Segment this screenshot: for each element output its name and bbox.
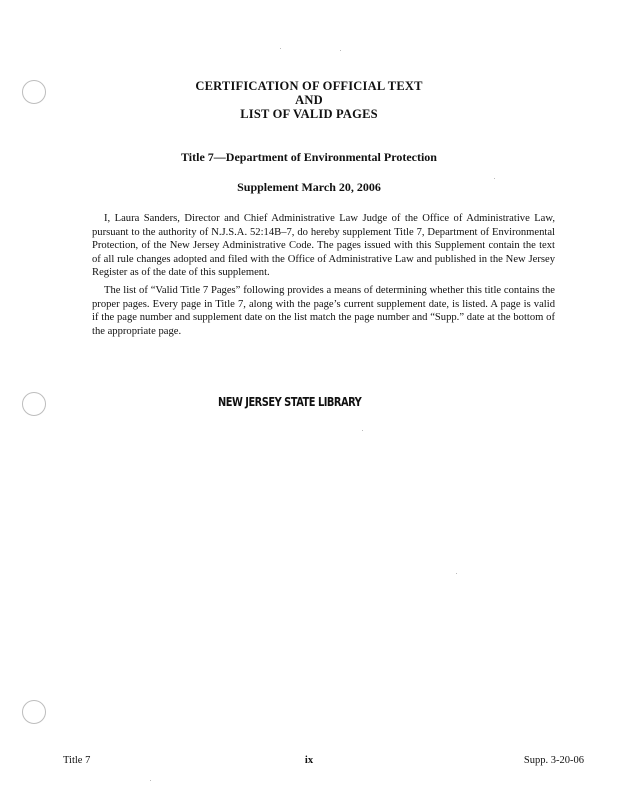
- punch-hole-middle: [22, 392, 46, 416]
- valid-pages-paragraph: The list of “Valid Title 7 Pages” following provides a means of determining whether this title contains the proper pages. Every page in Title 7, along with the page’s current supplement date, is listed. A page is valid if the page number and supplement date on the list match the page number and “Supp.” date at the bottom of the appropriate page.: [92, 285, 555, 337]
- footer-page-number: ix: [304, 755, 314, 766]
- scan-speck: [280, 48, 281, 49]
- header-line-3: LIST OF VALID PAGES: [240, 107, 378, 121]
- certification-paragraph: I, Laura Sanders, Director and Chief Administrative Law Judge of the Office of Administrative Law, pursuant to the authority of N.J.S.A. 52:14B–7, do hereby supplement Title 7, Department of Environmental Protection, of the New Jersey Administrative Code. The pages issued with this Supplement contain the text of all rule changes adopted and filed with the Office of Administrative Law and published in the New Jersey Register as of the date of this supplement.: [92, 213, 555, 279]
- header-line-1: CERTIFICATION OF OFFICIAL TEXT: [195, 79, 423, 93]
- header-line-2: AND: [295, 93, 323, 107]
- library-stamp: NEW JERSEY STATE LIBRARY: [218, 395, 362, 409]
- punch-hole-bottom: [22, 700, 46, 724]
- supplement-line: Supplement March 20, 2006: [237, 180, 381, 194]
- scan-speck: [456, 573, 457, 574]
- scan-speck: [340, 50, 341, 51]
- title-line: Title 7—Department of Environmental Protection: [181, 150, 437, 164]
- scan-speck: [494, 178, 495, 179]
- scan-speck: [150, 780, 151, 781]
- footer-title: Title 7: [63, 755, 91, 766]
- scan-speck: [362, 430, 363, 431]
- footer-supplement-date: Supp. 3-20-06: [523, 755, 584, 766]
